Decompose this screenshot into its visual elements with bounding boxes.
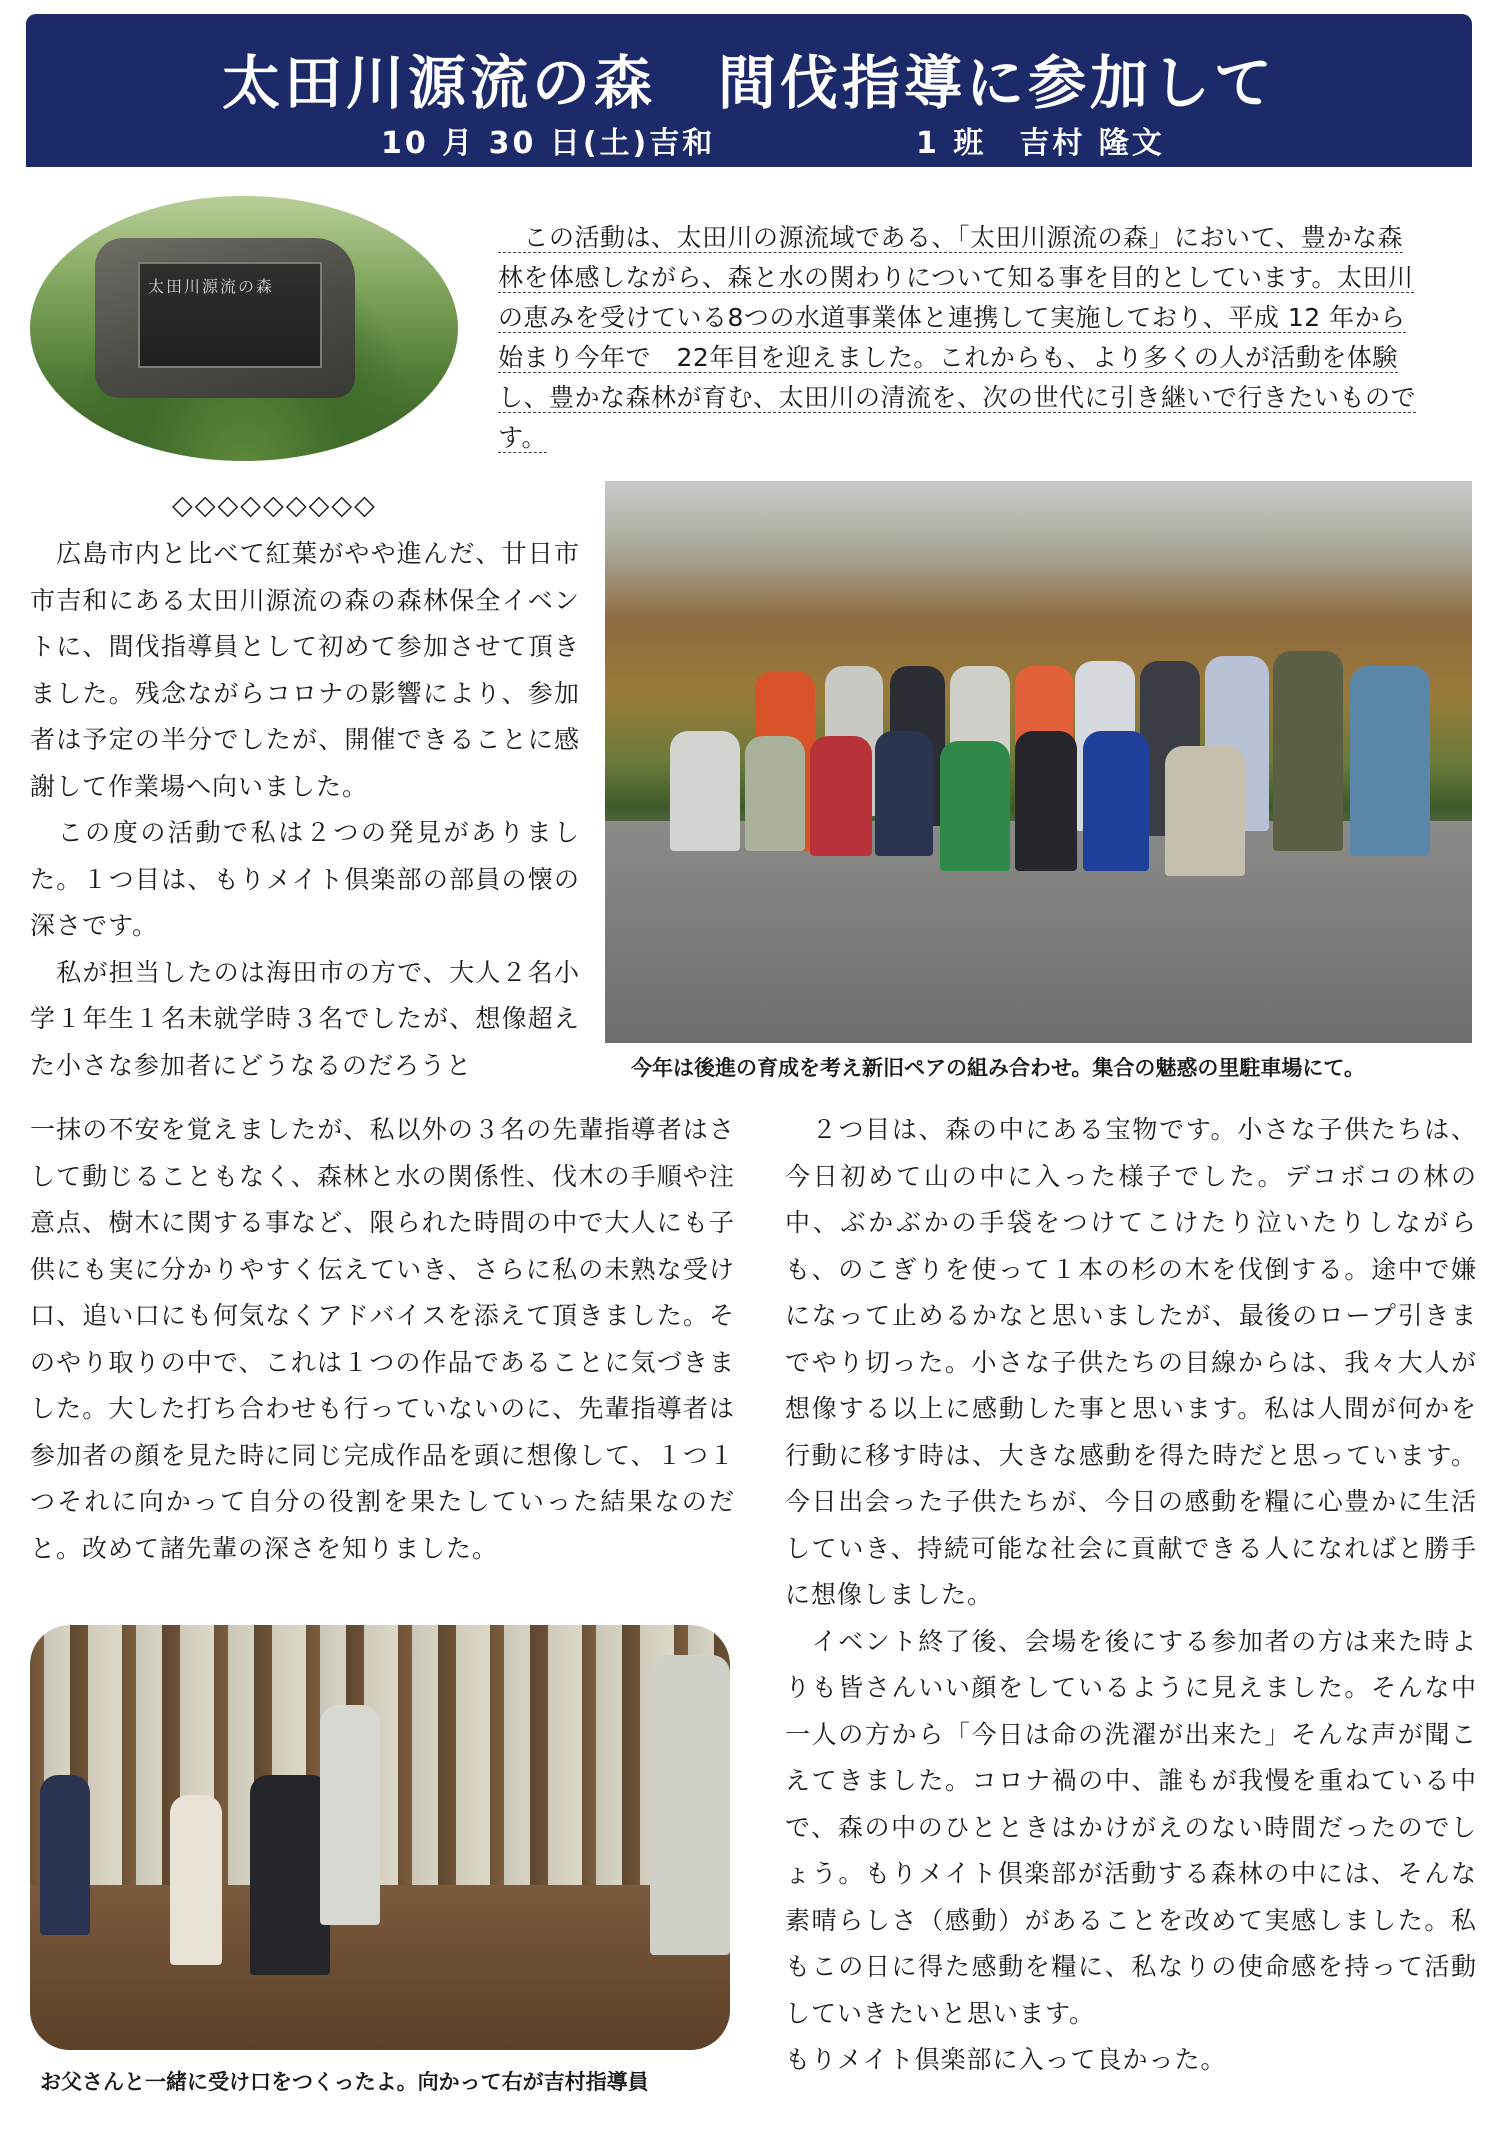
- instructor-figure: [650, 1655, 730, 1955]
- paragraph-4: ２つ目は、森の中にある宝物です。小さな子供たちは、今日初めて山の中に入った様子でした。デコボコの林の中、ぶかぶかの手袋をつけてこけたり泣いたりしながらも、のこぎりを使って１本の杉の木を伐倒する。途中で嫌になって止めるかなと思いましたが、最後のロープ引きまでやり切った。小さな子供たちの目線からは、我々大人が想像する以上に感動した事と思います。私は人間が何かを行動に移す時は、大きな感動を得た時だと思っています。今日出会った子供たちが、今日の感動を糧に心豊かに生活していき、持続可能な社会に貢献できる人になればと勝手に想像しました。: [785, 1115, 1477, 1609]
- child-figure: [170, 1795, 222, 1965]
- person-figure: [1273, 651, 1343, 851]
- paragraph-3b: 一抹の不安を覚えましたが、私以外の３名の先輩指導者はさして動じることもなく、森林と水の関係性、伐木の手順や注意点、樹木に関する事など、限られた時間の中で大人にも子供にも実に分かりやすく伝えていき、さらに私の未熟な受け口、追い口にも何気なくアドバイスを添えて頂きました。そのやり取りの中で、これは１つの作品であることに気づきました。大した打ち合わせも行っていないのに、先輩指導者は参加者の顔を見た時に同じ完成作品を頭に想像して、１つ１つそれに向かって自分の役割を果たしていった結果なのだと。改めて諸先輩の深さを知りました。: [30, 1115, 735, 1563]
- monument-plaque-text: 太田川源流の森: [148, 277, 275, 296]
- intro-text: この活動は、太田川の源流域である、「太田川源流の森」において、豊かな森林を体感しながら、森と水の関わりについて知る事を目的としています。太田川の恵みを受けている8つの水道事業体と連携して実施しており、平成 12 年から始まり今年で 22年目を迎えました。これからも、より多くの人が活動を体験し、豊かな森林が育む、太田川の清流を、次の世代に引き継いで行きたいものです。: [498, 223, 1417, 452]
- intro-paragraph: [498, 218, 1428, 458]
- event-date: 10 月 30 日(土)吉和: [381, 126, 716, 161]
- person-figure: [745, 736, 805, 851]
- person-figure: [810, 736, 872, 856]
- forest-photo: [30, 1625, 730, 2050]
- person-figure: [1350, 666, 1430, 856]
- person-figure: [940, 741, 1010, 871]
- page-title: 太田川源流の森 間伐指導に参加して: [221, 49, 1276, 117]
- person-figure: [875, 731, 933, 856]
- forest-ground: [30, 1885, 730, 2050]
- person-figure: [1083, 731, 1149, 871]
- author-name: 1 班 吉村 隆文: [916, 126, 1165, 161]
- article-column-left-bottom: [30, 1107, 735, 1572]
- monument-photo: [30, 196, 458, 461]
- paragraph-6: もりメイト倶楽部に入って良かった。: [785, 2045, 1227, 2074]
- forest-photo-caption: お父さんと一緒に受け口をつくったよ。向かって右が吉村指導員: [40, 2070, 649, 2094]
- header-banner: [26, 14, 1472, 167]
- paragraph-2: この度の活動で私は２つの発見がありました。１つ目は、もりメイト倶楽部の部員の懐の深さです。: [30, 818, 580, 940]
- person-figure: [1165, 746, 1245, 876]
- person-figure: [670, 731, 740, 851]
- article-column-left-top: [30, 531, 580, 1089]
- article-column-right: [785, 1107, 1477, 2084]
- paragraph-3a: 私が担当したのは海田市の方で、大人２名小学１年生１名未就学時３名でしたが、想像超えた小さな参加者にどうなるのだろうと: [30, 957, 580, 1080]
- parent-figure: [250, 1775, 330, 1975]
- group-photo-caption: 今年は後進の育成を考え新旧ペアの組み合わせ。集合の魅惑の里駐車場にて。: [631, 1056, 1365, 1080]
- diamond-separator: ◇◇◇◇◇◇◇◇◇: [172, 490, 377, 521]
- person-figure: [1015, 731, 1077, 871]
- paragraph-1: 広島市内と比べて紅葉がやや進んだ、廿日市市吉和にある太田川源流の森の森林保全イベントに、間伐指導員として初めて参加させて頂きました。残念ながらコロナの影響により、参加者は予定の半分でしたが、開催できることに感謝して作業場へ向いました。: [30, 539, 580, 801]
- paragraph-5: イベント終了後、会場を後にする参加者の方は来た時よりも皆さんいい顔をしているように見えました。そんな中一人の方から「今日は命の洗濯が出来た」そんな声が聞こえてきました。コロナ禍の中、誰もが我慢を重ねている中で、森の中のひとときはかけがえのない時間だったのでしょう。もりメイト倶楽部が活動する森林の中には、そんな素晴らしさ（感動）があることを改めて実感しました。私もこの日に得た感動を糧に、私なりの使命感を持って活動していきたいと思います。: [785, 1626, 1477, 2028]
- group-photo: [605, 481, 1472, 1043]
- child-figure: [40, 1775, 90, 1935]
- instructor-figure: [320, 1705, 380, 1925]
